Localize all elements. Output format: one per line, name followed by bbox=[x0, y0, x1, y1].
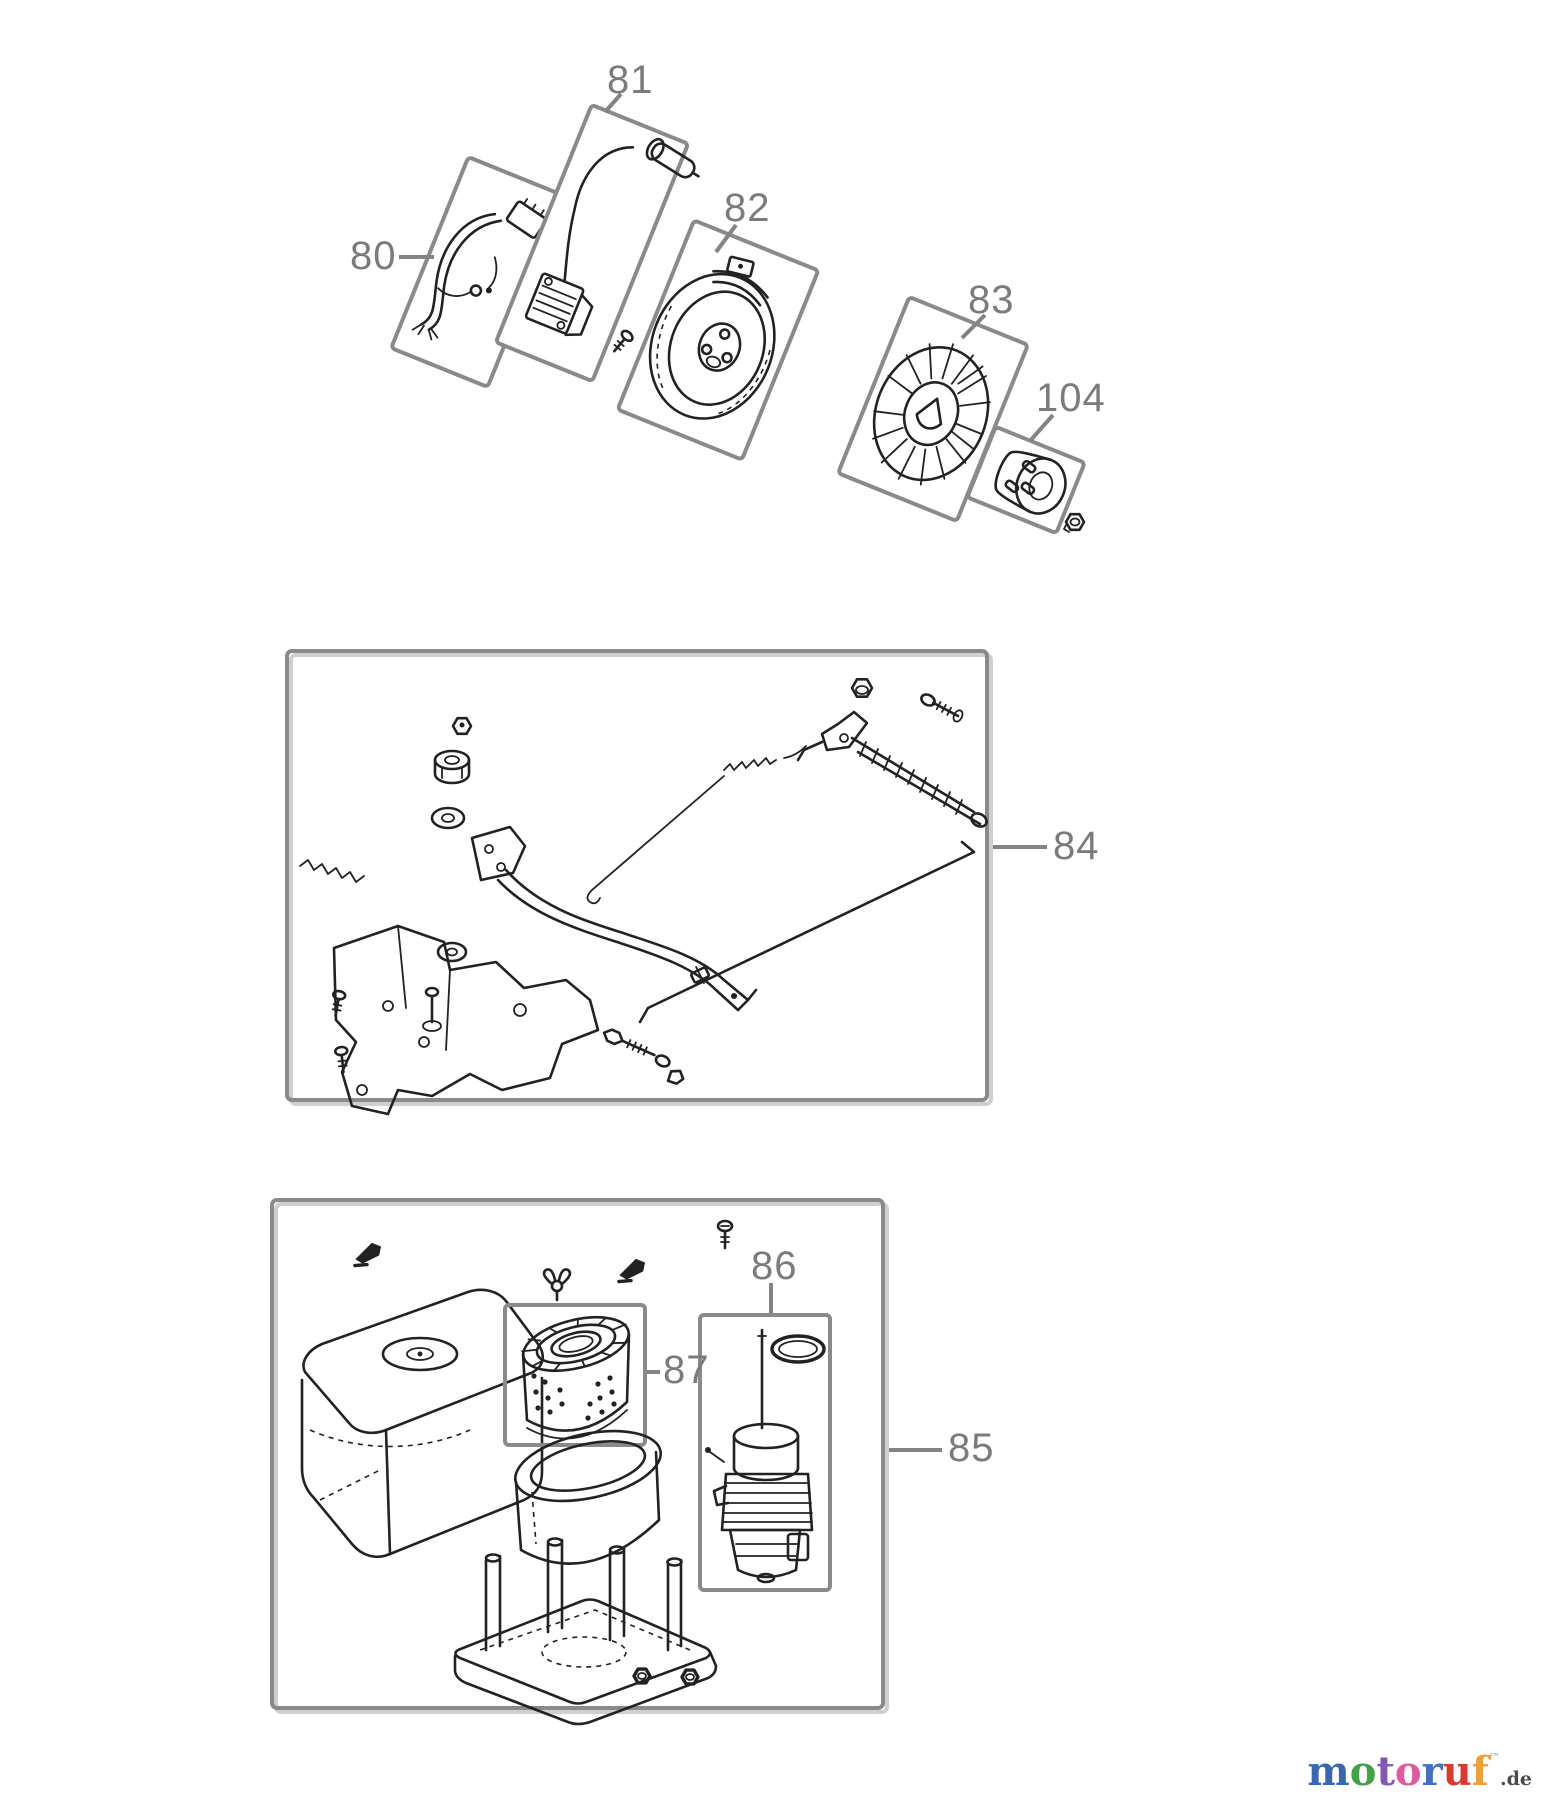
air-filter-illustration bbox=[518, 1308, 634, 1439]
clip-left bbox=[351, 1241, 385, 1268]
part-label-81: 81 bbox=[607, 58, 654, 102]
panel-82 bbox=[618, 220, 819, 459]
part-label-84: 84 bbox=[1053, 824, 1100, 868]
group-box-84 bbox=[287, 651, 987, 1100]
part-label-83: 83 bbox=[968, 278, 1015, 322]
motoruf-logo bbox=[1307, 1748, 1532, 1795]
carburetor-illustration bbox=[705, 1330, 824, 1582]
logo-letter: u bbox=[1442, 1748, 1472, 1795]
part-label-104: 104 bbox=[1036, 376, 1106, 420]
part-label-82: 82 bbox=[724, 186, 771, 230]
logo-letter: f bbox=[1471, 1748, 1489, 1795]
top-bolt bbox=[718, 1221, 732, 1248]
group-box-84-shadow bbox=[291, 655, 991, 1104]
part-label-86: 86 bbox=[751, 1244, 798, 1288]
part-label-85: 85 bbox=[948, 1426, 995, 1470]
logo-trademark: ™ bbox=[1489, 1751, 1500, 1764]
clip-right bbox=[615, 1257, 649, 1284]
wing-nut bbox=[544, 1269, 570, 1300]
logo-letter: t bbox=[1376, 1748, 1395, 1795]
air-cleaner-base-illustration bbox=[455, 1539, 716, 1725]
filter-perforations bbox=[531, 1373, 616, 1420]
throttle-control-illustration bbox=[300, 679, 989, 1114]
logo-letter: o bbox=[1349, 1748, 1377, 1795]
part-label-87: 87 bbox=[663, 1348, 710, 1392]
motoruf-wordmark bbox=[1307, 1748, 1489, 1795]
logo-letter: o bbox=[1394, 1748, 1422, 1795]
part-label-80: 80 bbox=[350, 234, 397, 278]
group-box-86 bbox=[700, 1315, 830, 1590]
base-nut-2 bbox=[682, 1670, 698, 1684]
logo-letter: m bbox=[1307, 1748, 1350, 1795]
logo-letter: r bbox=[1421, 1748, 1443, 1795]
logo-domain-suffix: .de bbox=[1500, 1768, 1532, 1790]
flange-nut-104 bbox=[1064, 514, 1084, 532]
